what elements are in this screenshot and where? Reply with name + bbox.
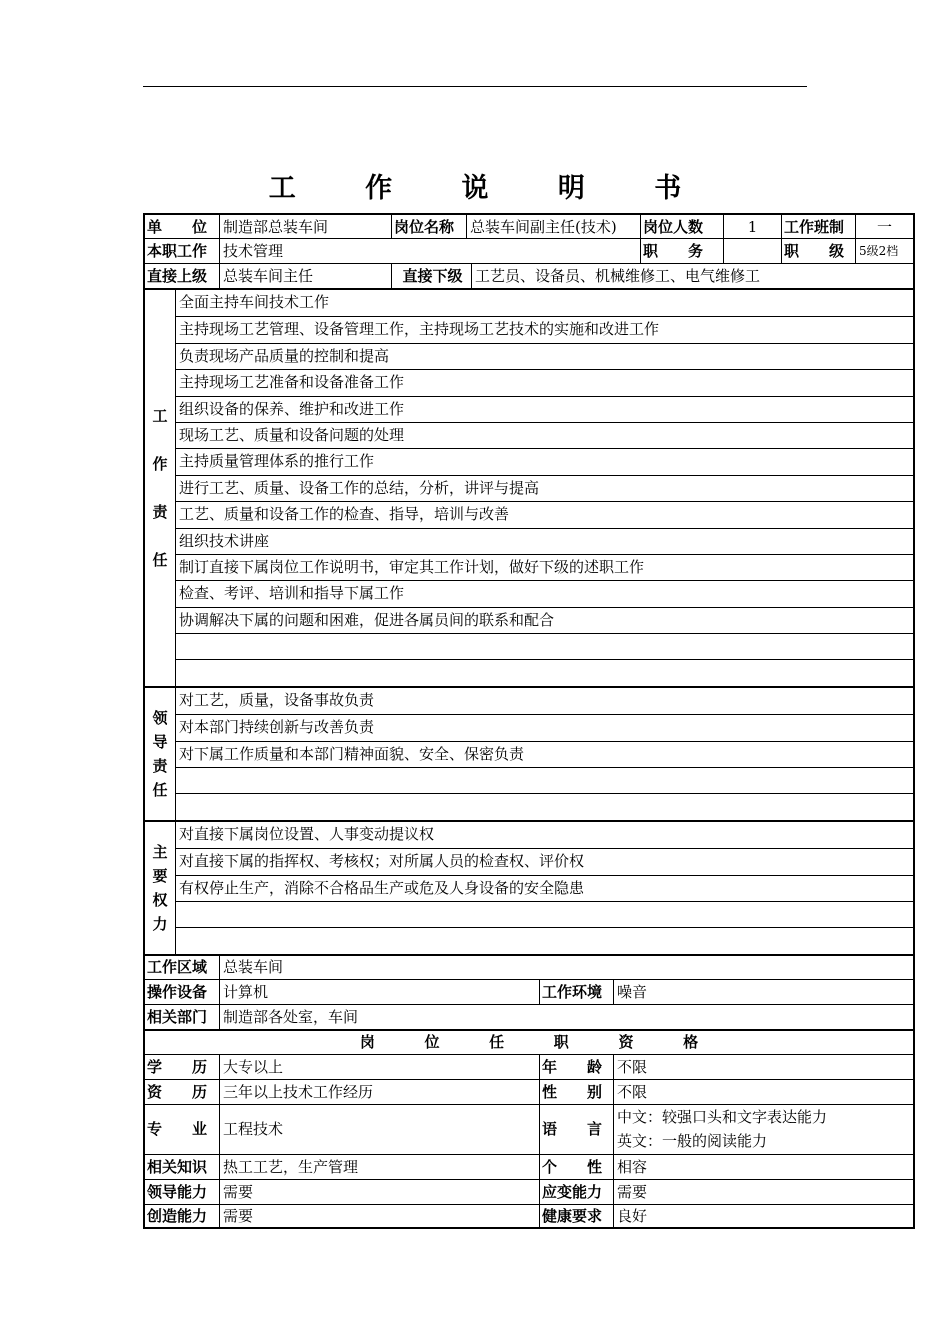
headcount-value: 1	[724, 215, 782, 238]
authority-label-char: 主	[152, 842, 168, 861]
age-value: 不限	[617, 1057, 648, 1076]
subordinate-label: 直接下级	[392, 264, 472, 288]
knowledge-label: 相关知识	[145, 1155, 220, 1179]
qualifications-heading-row	[143, 1029, 915, 1054]
language-label: 语 言	[540, 1105, 614, 1154]
basic-row-3	[143, 263, 915, 288]
leadership-label-char: 任	[152, 780, 168, 799]
responsibilities-list	[176, 290, 913, 686]
personality-value: 相容	[617, 1157, 648, 1176]
leadership-label-char: 领	[152, 708, 168, 727]
knowledge-value: 热工工艺，生产管理	[220, 1155, 540, 1179]
responsibilities-item: 主持现场工艺准备和设备准备工作	[176, 369, 913, 395]
authority-item	[176, 901, 913, 927]
authority-item: 对直接下属岗位设置、人事变动提议权	[179, 824, 435, 843]
heading-char: 资	[618, 1032, 634, 1051]
responsibilities-item: 主持质量管理体系的推行工作	[176, 448, 913, 474]
language-value	[614, 1105, 913, 1154]
heading-char: 职	[553, 1032, 569, 1051]
authority-section	[143, 820, 915, 954]
authority-label-char: 力	[152, 914, 168, 933]
health-value: 良好	[617, 1206, 648, 1225]
qual-row-leadership	[143, 1179, 915, 1204]
qualifications-heading	[145, 1031, 913, 1054]
heading-char: 岗	[359, 1032, 375, 1051]
env-row-3	[143, 1004, 915, 1029]
post-label: 职 务	[641, 239, 724, 263]
responsibilities-label-char: 责	[152, 502, 168, 521]
qual-row-knowledge	[143, 1154, 915, 1179]
authority-list	[176, 822, 913, 954]
major-value: 工程技术	[220, 1105, 540, 1154]
responsibilities-label-char: 作	[152, 454, 168, 473]
heading-char: 格	[683, 1032, 699, 1051]
health-label: 健康要求	[540, 1205, 614, 1227]
dept-label: 相关部门	[145, 1005, 220, 1029]
gender-label: 性 别	[540, 1080, 614, 1104]
responsibilities-section	[143, 288, 915, 686]
language-en: 英文：一般的阅读能力	[617, 1132, 768, 1151]
education-value: 大专以上	[220, 1055, 540, 1079]
major-label: 专 业	[145, 1105, 220, 1154]
leadership-list	[176, 688, 913, 820]
responsibilities-item: 工艺、质量和设备工作的检查、指导，培训与改善	[176, 501, 913, 527]
responsibilities-item: 协调解决下属的问题和困难，促进各属员间的联系和配合	[176, 607, 913, 633]
experience-value: 三年以上技术工作经历	[220, 1080, 540, 1104]
env-value: 噪音	[617, 982, 648, 1001]
leadership-item: 对下属工作质量和本部门精神面貌、安全、保密负责	[176, 741, 913, 767]
authority-label	[145, 822, 176, 954]
responsibilities-item: 主持现场工艺管理、设备管理工作，主持现场工艺技术的实施和改进工作	[176, 316, 913, 342]
authority-label-char: 权	[152, 890, 168, 909]
responsibilities-label-char: 工	[152, 406, 168, 425]
heading-char: 任	[489, 1032, 505, 1051]
env-row-2	[143, 979, 915, 1004]
shift-label: 工作班制	[782, 215, 856, 238]
qual-row-experience	[143, 1079, 915, 1104]
grade-value: 5级2档	[859, 244, 899, 258]
leadership-ability-value: 需要	[220, 1180, 540, 1204]
leadership-item: 对工艺，质量，设备事故负责	[179, 690, 375, 709]
duty-value: 技术管理	[220, 239, 641, 263]
leadership-label-char: 导	[152, 732, 168, 751]
page-title: 工 作 说 明 书	[268, 173, 712, 204]
responsibilities-item	[176, 633, 913, 659]
responsibilities-label	[145, 290, 176, 686]
authority-item: 有权停止生产，消除不合格品生产或危及人身设备的安全隐患	[176, 875, 913, 901]
leadership-label	[145, 688, 176, 820]
basic-row-1	[143, 213, 915, 238]
education-label: 学 历	[145, 1055, 220, 1079]
responsibilities-item: 现场工艺、质量和设备问题的处理	[176, 422, 913, 448]
post-value	[724, 239, 782, 263]
authority-item: 对直接下属的指挥权、考核权；对所属人员的检查权、评价权	[176, 848, 913, 874]
leadership-item	[176, 767, 913, 793]
leadership-item	[176, 793, 913, 819]
experience-label: 资 历	[145, 1080, 220, 1104]
responsibilities-item: 检查、考评、培训和指导下属工作	[176, 580, 913, 606]
unit-label: 单 位	[145, 215, 220, 238]
superior-value: 总装车间主任	[220, 264, 392, 288]
responsibilities-label-char: 任	[152, 550, 168, 569]
responsibilities-item	[176, 659, 913, 685]
responsibilities-item: 制订直接下属岗位工作说明书，审定其工作计划，做好下级的述职工作	[176, 554, 913, 580]
heading-char: 位	[424, 1032, 440, 1051]
responsibilities-item: 组织技术讲座	[176, 528, 913, 554]
leadership-label-char: 责	[152, 756, 168, 775]
job-description-form	[143, 213, 915, 1229]
position-label: 岗位名称	[392, 215, 467, 238]
basic-row-2	[143, 238, 915, 263]
authority-label-char: 要	[152, 866, 168, 885]
creativity-label: 创造能力	[145, 1205, 220, 1227]
leadership-ability-label: 领导能力	[145, 1180, 220, 1204]
subordinate-value: 工艺员、设备员、机械维修工、电气维修工	[475, 267, 761, 285]
unit-value: 制造部总装车间	[220, 215, 392, 238]
adaptability-label: 应变能力	[540, 1180, 614, 1204]
authority-item	[176, 927, 913, 953]
env-row-1	[143, 954, 915, 979]
creativity-value: 需要	[220, 1205, 540, 1227]
duty-label: 本职工作	[145, 239, 220, 263]
responsibilities-item: 进行工艺、质量、设备工作的总结，分析，讲评与提高	[176, 475, 913, 501]
language-cn: 中文：较强口头和文字表达能力	[617, 1108, 828, 1127]
equipment-value: 计算机	[220, 980, 540, 1004]
personality-label: 个 性	[540, 1155, 614, 1179]
adaptability-value: 需要	[617, 1182, 648, 1201]
qual-row-major	[143, 1104, 915, 1154]
age-label: 年 龄	[540, 1055, 614, 1079]
grade-label: 职 级	[782, 239, 856, 263]
superior-label: 直接上级	[145, 264, 220, 288]
env-label: 工作环境	[540, 980, 614, 1004]
leadership-section	[143, 686, 915, 820]
qual-row-creativity	[143, 1204, 915, 1229]
responsibilities-item: 全面主持车间技术工作	[179, 293, 330, 311]
area-value: 总装车间	[223, 958, 284, 977]
leadership-item: 对本部门持续创新与改善负责	[176, 714, 913, 740]
gender-value: 不限	[617, 1082, 648, 1101]
responsibilities-item: 组织设备的保养、维护和改进工作	[176, 396, 913, 422]
dept-value: 制造部各处室，车间	[223, 1007, 359, 1026]
headcount-label: 岗位人数	[641, 215, 724, 238]
area-label: 工作区域	[145, 956, 220, 979]
qual-row-education	[143, 1054, 915, 1079]
responsibilities-item: 负责现场产品质量的控制和提高	[176, 343, 913, 369]
position-value: 总装车间副主任(技术)	[467, 215, 641, 238]
header-rule	[143, 86, 807, 87]
equipment-label: 操作设备	[145, 980, 220, 1004]
shift-value: 一	[876, 217, 892, 236]
